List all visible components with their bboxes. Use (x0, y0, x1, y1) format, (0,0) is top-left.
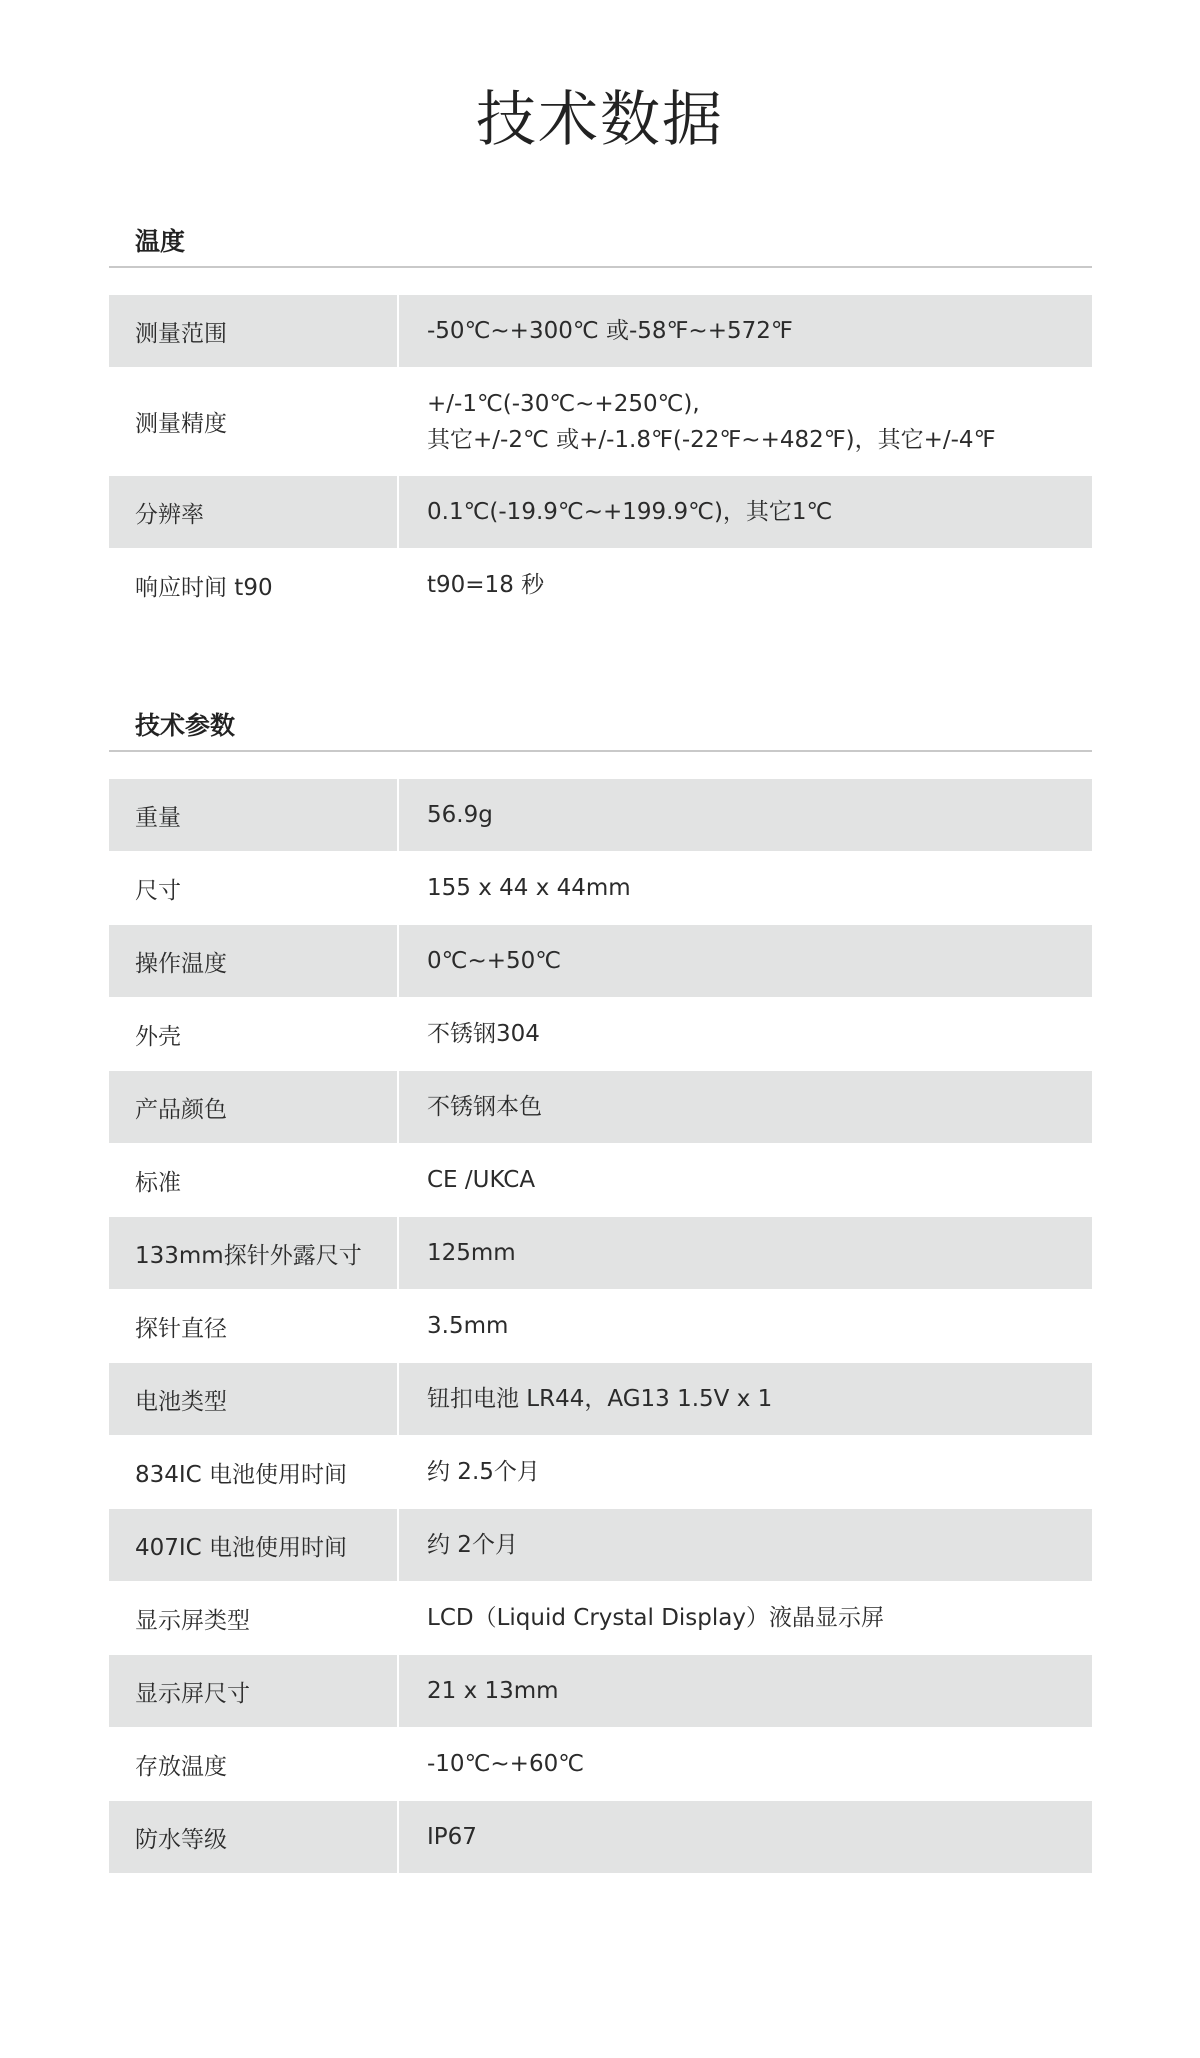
table-row (109, 779, 1092, 851)
table-row (109, 1801, 1092, 1873)
spec-value: -10℃~+60℃ (427, 1751, 585, 1777)
table-row (109, 925, 1092, 997)
table-row (109, 1071, 1092, 1143)
spec-value: IP67 (427, 1824, 477, 1850)
spec-value: 不锈钢304 (427, 1021, 540, 1047)
spec-value: 21 x 13mm (427, 1678, 559, 1704)
spec-value: 不锈钢本色 (427, 1094, 542, 1120)
table-row (109, 476, 1092, 548)
spec-value: t90=18 秒 (427, 572, 545, 598)
spec-label: 尺寸 (135, 877, 181, 904)
table-row (109, 368, 1092, 475)
temperature-section (109, 222, 1092, 622)
spec-value: 0℃~+50℃ (427, 948, 562, 974)
spec-value: 约 2个月 (427, 1532, 518, 1558)
table-row (109, 1655, 1092, 1727)
spec-label: 显示屏尺寸 (109, 1655, 399, 1727)
spec-label: 外壳 (135, 1023, 181, 1050)
section-header-temperature: 温度 (109, 222, 1092, 268)
spec-label: 重量 (109, 779, 399, 851)
table-row (109, 1728, 1092, 1800)
table-row (109, 852, 1092, 924)
spec-label: 测量精度 (135, 411, 227, 437)
spec-value: -50℃~+300℃ 或-58℉~+572℉ (427, 318, 793, 344)
page-title: 技术数据 (476, 85, 724, 155)
spec-label: 操作温度 (109, 925, 399, 997)
spec-label: 133mm探针外露尺寸 (109, 1217, 399, 1289)
spec-value: 56.9g (427, 802, 493, 828)
section-header-params: 技术参数 (109, 706, 1092, 752)
spec-label: 产品颜色 (109, 1071, 399, 1143)
spec-value: +/-1℃(-30℃~+250℃), 其它+/-2℃ 或+/-1.8℉(-22℉~+482℉)，其它+/-4℉ (427, 390, 996, 453)
table-row (109, 1290, 1092, 1362)
spec-label: 显示屏类型 (135, 1607, 250, 1634)
spec-value: 0.1℃(-19.9℃~+199.9℃)，其它1℃ (427, 499, 833, 525)
table-row (109, 1217, 1092, 1289)
table-row (109, 1582, 1092, 1654)
spec-label: 407IC 电池使用时间 (109, 1509, 399, 1581)
table-row (109, 1363, 1092, 1435)
spec-label: 测量范围 (109, 295, 399, 367)
spec-label: 探针直径 (135, 1315, 227, 1342)
spec-value: 约 2.5个月 (427, 1459, 540, 1485)
spec-label: 标准 (135, 1169, 181, 1196)
table-row (109, 1144, 1092, 1216)
spec-value: 155 x 44 x 44mm (427, 875, 631, 901)
spec-value: 钮扣电池 LR44，AG13 1.5V x 1 (427, 1386, 773, 1412)
spec-label: 存放温度 (135, 1753, 227, 1780)
table-row (109, 998, 1092, 1070)
spec-label: 响应时间 t90 (135, 574, 273, 601)
spec-label: 分辨率 (109, 476, 399, 548)
spec-value: 125mm (427, 1240, 516, 1266)
table-row (109, 295, 1092, 367)
spec-label: 834IC 电池使用时间 (135, 1461, 348, 1488)
temperature-table (109, 295, 1092, 621)
spec-label: 防水等级 (109, 1801, 399, 1873)
table-row (109, 1509, 1092, 1581)
spec-label: 电池类型 (109, 1363, 399, 1435)
spec-value: LCD（Liquid Crystal Display）液晶显示屏 (427, 1605, 884, 1631)
spec-value: CE /UKCA (427, 1167, 536, 1193)
spec-value: 3.5mm (427, 1313, 509, 1339)
table-row (109, 549, 1092, 621)
params-section (109, 706, 1092, 1874)
params-table (109, 779, 1092, 1873)
table-row (109, 1436, 1092, 1508)
